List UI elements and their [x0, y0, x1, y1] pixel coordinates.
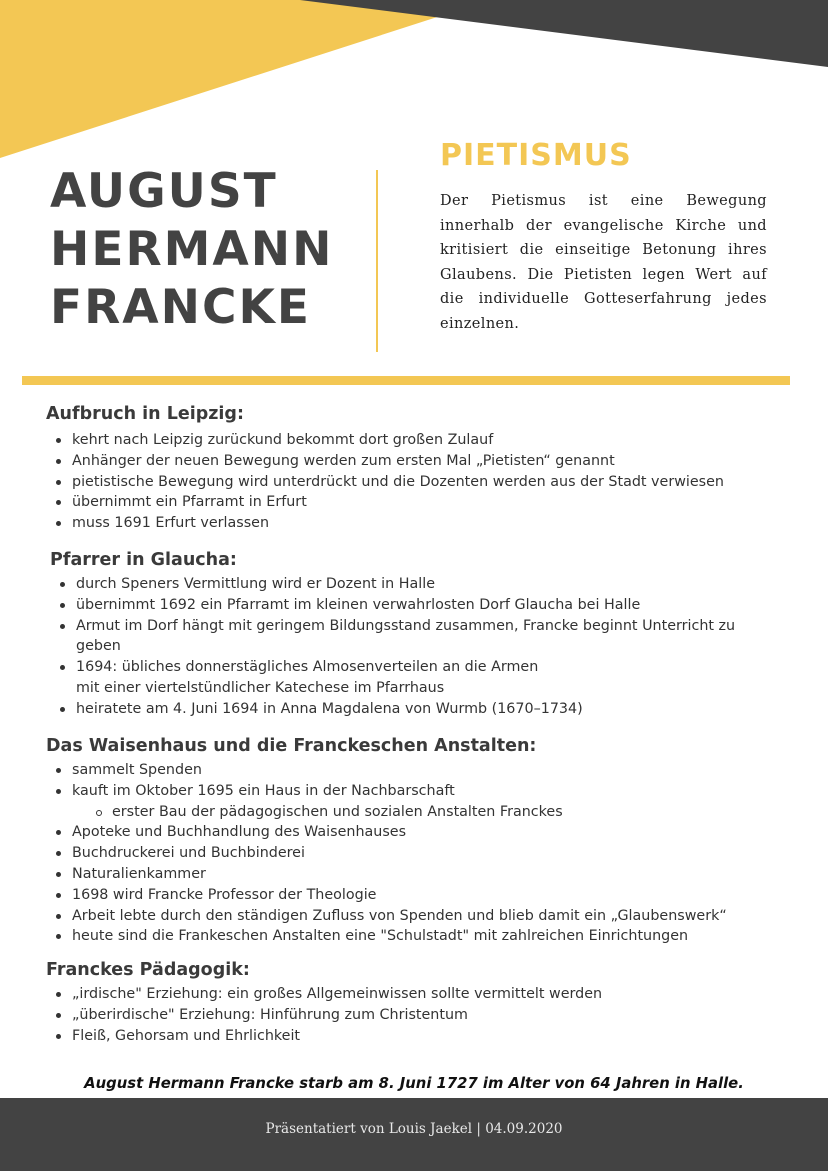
list-item: Anhänger der neuen Bewegung werden zum ersten Mal „Pietisten“ genannt: [56, 451, 796, 472]
section-heading-leipzig: Aufbruch in Leipzig:: [46, 404, 244, 424]
list-item: sammelt Spenden: [56, 760, 796, 781]
list-item: Buchdruckerei und Buchbinderei: [56, 843, 796, 864]
title-line: FRANCKE: [50, 280, 312, 335]
section-heading-glaucha: Pfarrer in Glaucha:: [50, 550, 237, 570]
list-item: 1698 wird Francke Professor der Theologie: [56, 885, 796, 906]
section-heading-waisenhaus: Das Waisenhaus und die Franckeschen Anstalten:: [46, 736, 537, 756]
yellow-triangle: [0, 0, 490, 158]
list-item: Arbeit lebte durch den ständigen Zufluss von Spenden und blieb damit ein „Glaubenswerk“: [56, 906, 796, 927]
page-title: [50, 163, 333, 337]
list-item: pietistische Bewegung wird unterdrückt und die Dozenten werden aus der Stadt verwiesen: [56, 472, 796, 493]
closing-statement: August Hermann Francke starb am 8. Juni 1727 im Alter von 64 Jahren in Halle.: [84, 1075, 744, 1092]
list-item: kehrt nach Leipzig zurückund bekommt dort großen Zulauf: [56, 430, 796, 451]
title-line: AUGUST: [50, 164, 278, 219]
footer-credit: Präsentatiert von Louis Jaekel | 04.09.2020: [265, 1121, 563, 1137]
list-waisenhaus: [56, 760, 796, 947]
title-line: HERMANN: [50, 222, 334, 277]
footer: [0, 1098, 828, 1171]
list-item: heute sind die Frankeschen Anstalten eine "Schulstadt" mit zahlreichen Einrichtungen: [56, 926, 796, 947]
list-item: Naturalienkammer: [56, 864, 796, 885]
list-item: „überirdische" Erziehung: Hinführung zum Christentum: [56, 1005, 796, 1026]
list-glaucha: [60, 574, 760, 720]
list-item: heiratete am 4. Juni 1694 in Anna Magdalena von Wurmb (1670–1734): [60, 699, 760, 720]
list-item-line: mit einer viertelstündlicher Katechese im Pfarrhaus: [76, 679, 445, 696]
list-item: „irdische" Erziehung: ein großes Allgemeinwissen sollte vermittelt werden: [56, 984, 796, 1005]
list-item: Apoteke und Buchhandlung des Waisenhauses: [56, 822, 796, 843]
list-item: durch Speners Vermittlung wird er Dozent in Halle: [60, 574, 760, 595]
pietismus-heading: PIETISMUS: [440, 138, 632, 173]
horizontal-divider: [22, 376, 790, 385]
list-leipzig: [56, 430, 796, 534]
list-item-line: 1694: übliches donnerstägliches Almosenverteilen an die Armen: [76, 659, 539, 676]
list-subitem: erster Bau der pädagogischen und sozialen Anstalten Franckes: [96, 802, 796, 823]
list-item: übernimmt 1692 ein Pfarramt im kleinen verwahrlosten Dorf Glaucha bei Halle: [60, 595, 760, 616]
list-item: kauft im Oktober 1695 ein Haus in der Nachbarschaft: [56, 781, 796, 802]
list-item: Armut im Dorf hängt mit geringem Bildungsstand zusammen, Francke beginnt Unterricht zu geben: [60, 616, 760, 658]
list-item: Fleiß, Gehorsam und Ehrlichkeit: [56, 1026, 796, 1047]
list-item: [60, 657, 760, 699]
list-paedagogik: [56, 984, 796, 1046]
list-item: übernimmt ein Pfarramt in Erfurt: [56, 492, 796, 513]
pietismus-description: Der Pietismus ist eine Bewegung innerhalb der evangelische Kirche und kritisiert die einseitige Betonung ihres Glaubens. Die Pietisten legen Wert auf die individuelle Gotteserfahrung jedes einzelnen.: [440, 193, 767, 332]
list-item: muss 1691 Erfurt verlassen: [56, 513, 796, 534]
vertical-divider: [376, 170, 378, 352]
section-heading-paedagogik: Franckes Pädagogik:: [46, 960, 250, 980]
